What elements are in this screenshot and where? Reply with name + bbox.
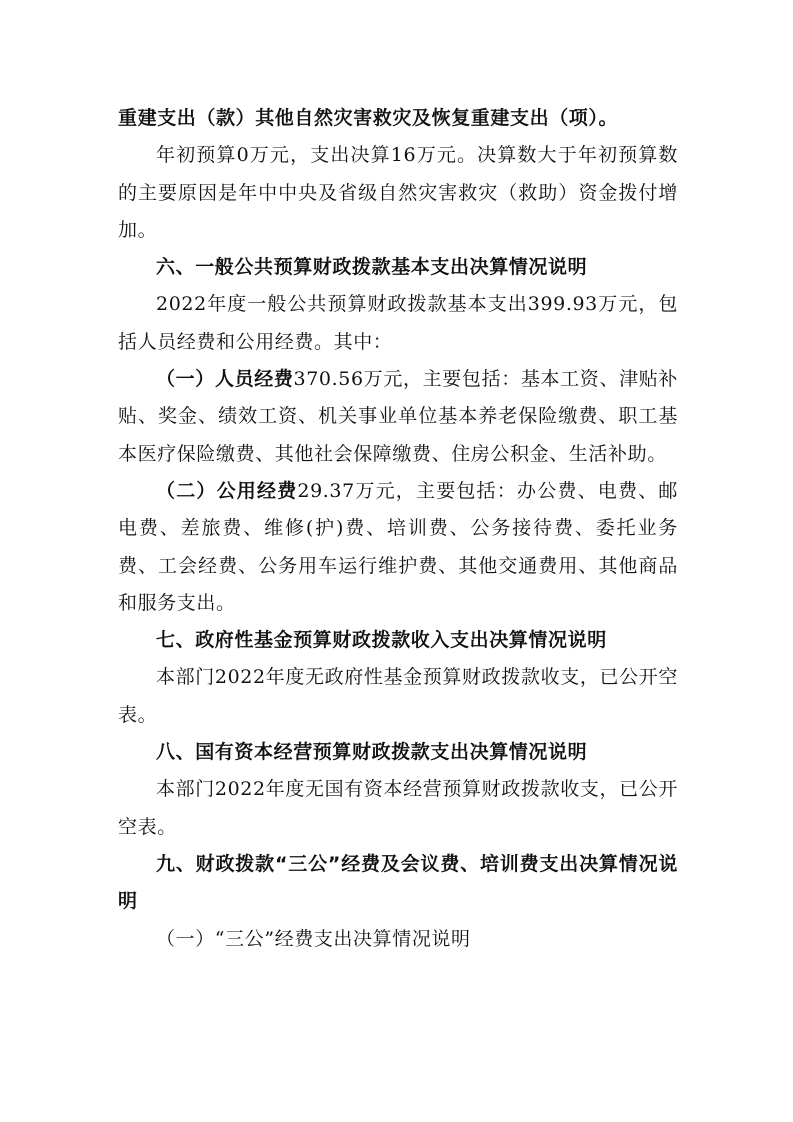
public-expenses-text: 29.37万元，主要包括：办公费、电费、邮电费、差旅费、维修(护)费、培训费、公务接待费、委托业务费、工会经费、公务用车运行维护费、其他交通费用、其他商品和服务支出。 — [118, 479, 678, 614]
section-heading-6: 六、一般公共预算财政拨款基本支出决算情况说明 — [156, 256, 588, 279]
subsection-heading-three-public: （一）“三公”经费支出决算情况说明 — [156, 927, 471, 950]
paragraph-personnel-expenses — [118, 361, 678, 473]
paragraph-government-fund: 本部门2022年度无政府性基金预算财政拨款收支，已公开空表。 — [118, 666, 678, 726]
personnel-expenses-label: （一）人员经费 — [156, 368, 294, 391]
paragraph-basic-expenditure: 2022年度一般公共预算财政拨款基本支出399.93万元，包括人员经费和公用经费。其中： — [118, 293, 678, 353]
document-body — [118, 100, 678, 958]
paragraph-state-capital: 本部门2022年度无国有资本经营预算财政拨款收支，已公开空表。 — [118, 778, 678, 838]
section-heading-8: 八、国有资本经营预算财政拨款支出决算情况说明 — [156, 741, 588, 764]
public-expenses-label: （二）公用经费 — [156, 479, 298, 502]
section-heading-9: 九、财政拨款“三公”经费及会议费、培训费支出决算情况说明 — [118, 852, 678, 913]
personnel-expenses-text: 370.56万元，主要包括：基本工资、津贴补贴、奖金、绩效工资、机关事业单位基本养老保险缴费、职工基本医疗保险缴费、其他社会保障缴费、住房公积金、生活补助。 — [118, 368, 679, 465]
continued-heading-text: 重建支出（款）其他自然灾害救灾及恢复重建支出（项）。 — [118, 107, 619, 129]
section-heading-7: 七、政府性基金预算财政拨款收入支出决算情况说明 — [156, 629, 607, 652]
paragraph-public-expenses — [118, 473, 678, 622]
paragraph-disaster-relief: 年初预算0万元，支出决算16万元。决算数大于年初预算数的主要原因是年中中央及省级自然灾害救灾（救助）资金拨付增加。 — [118, 144, 678, 241]
